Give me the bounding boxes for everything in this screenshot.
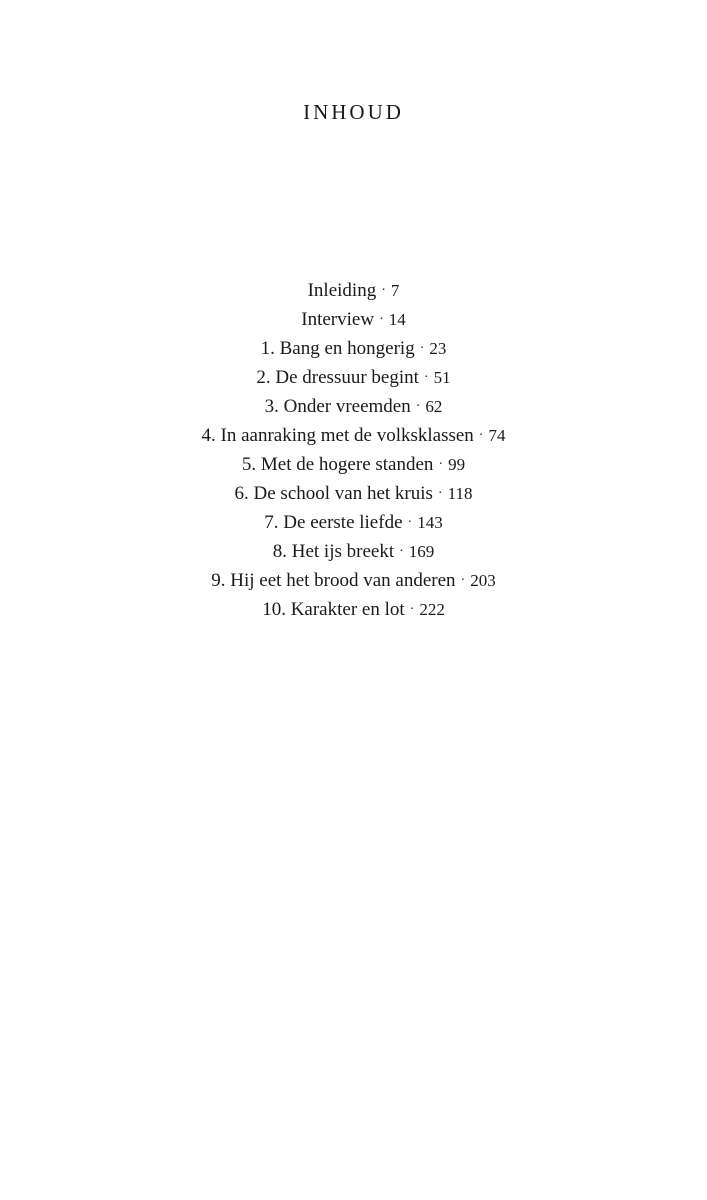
toc-separator: · [379,312,384,327]
toc-entry-title: 10. Karakter en lot [262,599,405,620]
toc-entry-title: 3. Onder vreemden [264,396,411,417]
toc-entry-title: 6. De school van het kruis [234,483,433,504]
toc-page-number: 169 [408,542,435,561]
toc-entry [0,508,707,537]
toc-separator: · [437,486,443,501]
toc-separator: · [423,370,429,385]
toc-separator: · [460,573,466,588]
toc-entry-title: 7. De eerste liefde [264,512,403,533]
toc-separator: · [409,602,415,617]
toc-page-number: 74 [488,426,506,445]
toc-entry-title: 8. Het ijs breekt [272,541,395,562]
toc-entry [0,363,707,392]
toc-entry [0,305,707,334]
page-title: INHOUD [303,100,404,124]
toc-separator: · [415,399,421,414]
toc-page-number: 62 [425,397,443,416]
toc-entry-title: Interview [301,309,375,330]
toc-page-number: 23 [429,339,447,358]
table-of-contents [0,276,707,624]
toc-entry [0,276,707,305]
toc-page-number: 51 [433,368,451,387]
toc-page-number: 99 [448,455,466,474]
toc-separator: · [399,544,404,559]
toc-entry [0,566,707,595]
toc-entry-title: 4. In aanraking met de volksklassen [201,425,474,446]
toc-entry [0,479,707,508]
toc-entry [0,537,707,566]
toc-entry [0,334,707,363]
toc-entry [0,421,707,450]
toc-page-number: 203 [470,571,496,590]
toc-page-number: 222 [419,600,445,619]
toc-entry-title: 2. De dressuur begint [256,367,419,388]
toc-entry [0,392,707,421]
toc-page-number: 118 [447,484,473,503]
toc-separator: · [438,457,444,472]
toc-entry-title: 5. Met de hogere standen [241,454,434,475]
toc-separator: · [419,341,425,356]
toc-separator: · [381,283,386,298]
toc-page-number: 143 [417,513,443,532]
toc-entry-title: Inleiding [307,280,377,301]
toc-entry [0,450,707,479]
toc-entry [0,595,707,624]
toc-page-number: 7 [390,281,400,300]
toc-entry-title: 1. Bang en hongerig [260,338,415,359]
toc-separator: · [478,428,484,443]
toc-separator: · [407,515,413,530]
toc-entry-title: 9. Hij eet het brood van anderen [211,570,456,591]
toc-page-number: 14 [388,310,406,329]
